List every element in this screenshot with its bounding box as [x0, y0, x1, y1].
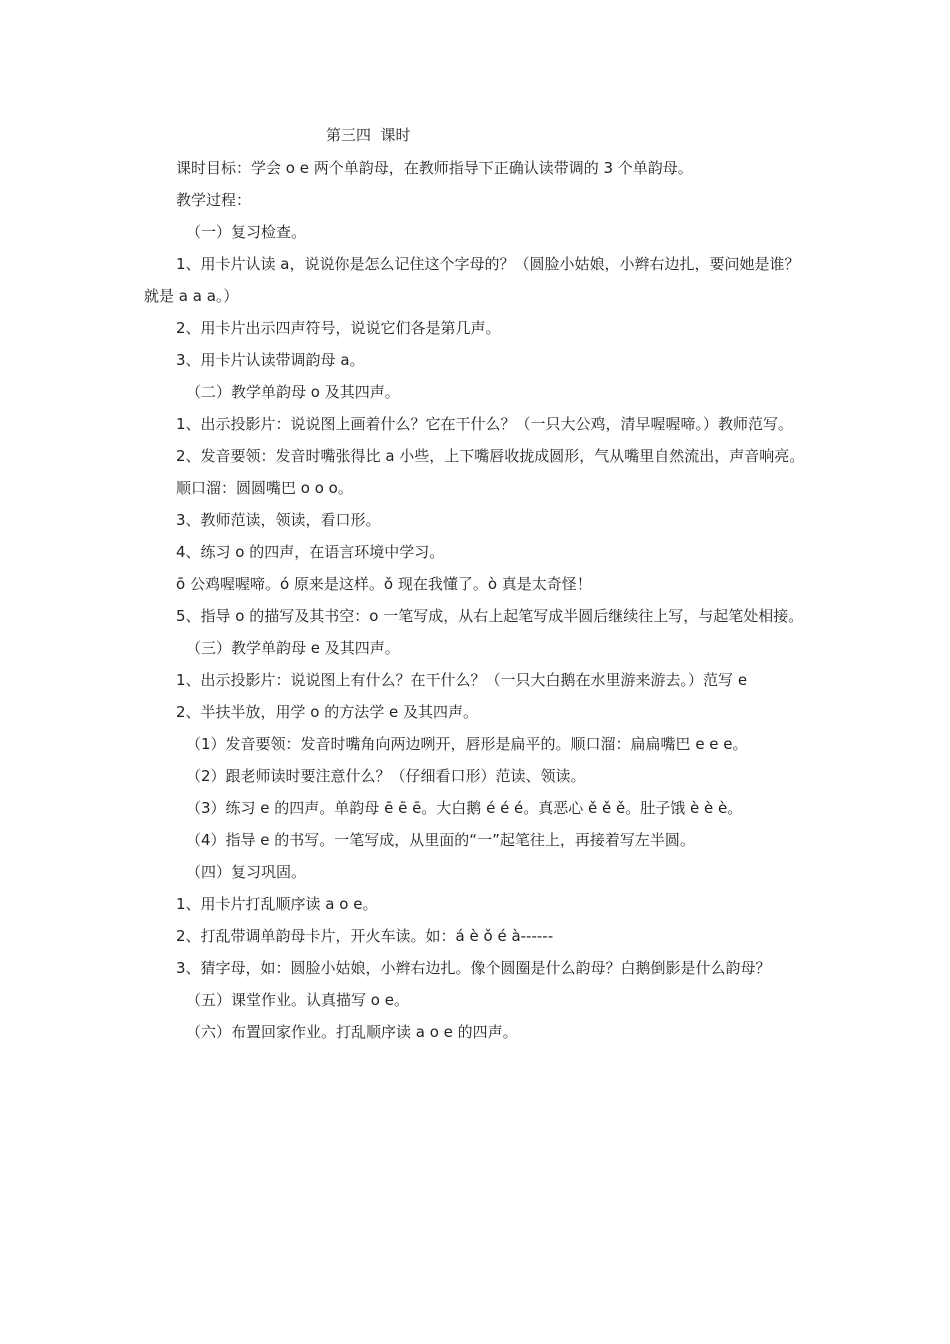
paragraph: （五）课堂作业。认真描写 o e。: [186, 991, 409, 1009]
paragraph: （三）教学单韵母 e 及其四声。: [186, 639, 400, 657]
paragraph: ō 公鸡喔喔啼。ó 原来是这样。ǒ 现在我懂了。ò 真是太奇怪！: [176, 575, 592, 593]
paragraph: 5、指导 o 的描写及其书空：o 一笔写成，从右上起笔写成半圆后继续往上写，与起笔处相接。: [176, 607, 804, 625]
document-title: 第三四 课时: [326, 126, 411, 144]
paragraph: 顺口溜：圆圆嘴巴 o o o。: [176, 479, 353, 497]
paragraph: 4、练习 o 的四声，在语言环境中学习。: [176, 543, 445, 561]
paragraph: 2、发音要领：发音时嘴张得比 a 小些，上下嘴唇收拢成圆形，气从嘴里自然流出，声音响亮。: [176, 447, 805, 465]
paragraph: 1、用卡片认读 a，说说你是怎么记住这个字母的？（圆脸小姑娘，小辫右边扎，要问她是谁？就是 a a a。）: [144, 255, 800, 305]
paragraph: 2、打乱带调单韵母卡片，开火车读。如：á è ǒ é à------: [176, 927, 554, 945]
paragraph: （4）指导 e 的书写。一笔写成，从里面的“一”起笔往上，再接着写左半圆。: [186, 831, 695, 849]
paragraph: 2、半扶半放，用学 o 的方法学 e 及其四声。: [176, 703, 479, 721]
paragraph: （2）跟老师读时要注意什么？（仔细看口形）范读、领读。: [186, 767, 586, 785]
paragraph: （1）发音要领：发音时嘴角向两边咧开，唇形是扁平的。顺口溜：扁扁嘴巴 e e e。: [186, 735, 748, 753]
paragraph: 1、出示投影片：说说图上有什么？在干什么？（一只大白鹅在水里游来游去。）范写 e: [176, 671, 748, 689]
paragraph: （二）教学单韵母 o 及其四声。: [186, 383, 400, 401]
paragraph: 1、出示投影片：说说图上画着什么？它在干什么？（一只大公鸡，清早喔喔啼。）教师范写。: [176, 415, 794, 433]
paragraph: 3、用卡片认读带调韵母 a。: [176, 351, 365, 369]
document-body: [144, 152, 808, 1048]
paragraph: 教学过程：: [176, 191, 252, 209]
paragraph: 3、猜字母，如：圆脸小姑娘，小辫右边扎。像个圆圈是什么韵母？白鹅倒影是什么韵母？: [176, 959, 771, 977]
paragraph: 1、用卡片打乱顺序读 a o e。: [176, 895, 378, 913]
paragraph: （3）练习 e 的四声。单韵母 ē ē ē。大白鹅 é é é。真恶心 ě ě ě。肚子饿 è è è。: [186, 799, 743, 817]
paragraph: （一）复习检查。: [186, 223, 307, 241]
paragraph: 3、教师范读，领读，看口形。: [176, 511, 381, 529]
paragraph: （四）复习巩固。: [186, 863, 307, 881]
paragraph: 课时目标：学会 o e 两个单韵母，在教师指导下正确认读带调的 3 个单韵母。: [176, 159, 693, 177]
paragraph: 2、用卡片出示四声符号，说说它们各是第几声。: [176, 319, 501, 337]
paragraph: （六）布置回家作业。打乱顺序读 a o e 的四声。: [186, 1023, 518, 1041]
